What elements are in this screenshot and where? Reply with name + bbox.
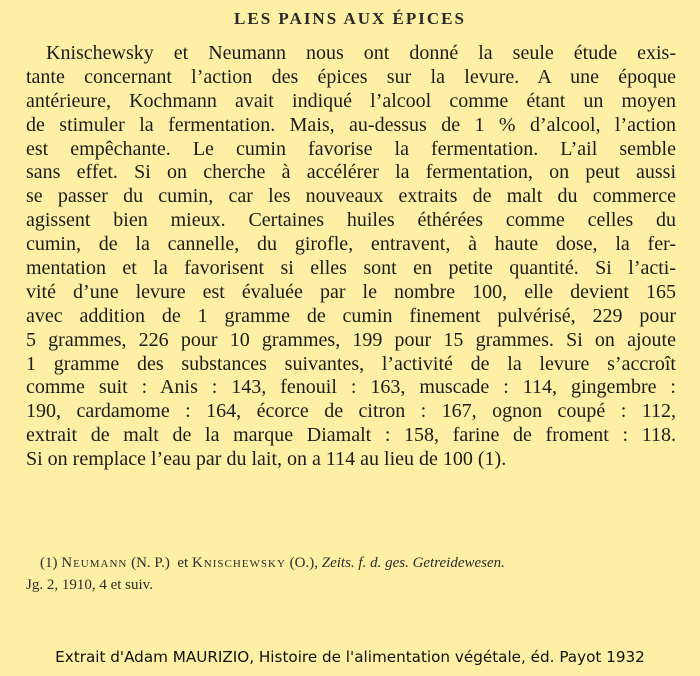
text-line: extrait de malt de la marque Diamalt : 158, farine de froment : 118.	[26, 424, 676, 447]
footnote-author: Knischewsky	[191, 555, 286, 571]
footnote-author: Neumann	[61, 555, 128, 571]
text-line: mentation et la favorisent si elles sont en petite quantité. Si l’acti-	[26, 257, 676, 280]
footnote-journal: Zeits. f. d. ges. Getreidewesen.	[321, 555, 505, 571]
source-caption: Extrait d'Adam MAURIZIO, Histoire de l'alimentation végétale, éd. Payot 1932	[55, 648, 645, 666]
text-line: agissent bien mieux. Certaines huiles éthérées comme celles du	[26, 209, 676, 232]
text-line: cumin, de la cannelle, du girofle, entravent, à haute dose, la fer-	[26, 233, 676, 256]
body-paragraph	[26, 42, 676, 472]
footnote	[26, 552, 676, 596]
text-line: de stimuler la fermentation. Mais, au-dessus de 1 % d’alcool, l’action	[26, 113, 676, 136]
text-line: Knischewsky et Neumann nous ont donné la seule étude exis-	[46, 42, 676, 64]
footnote-author-initials: (O.),	[289, 555, 318, 571]
text-line: Si on remplace l’eau par du lait, on a 114 au lieu de 100 (1).	[26, 448, 507, 471]
text-line: 1 gramme des substances suivantes, l’activité de la levure s’accroît	[26, 352, 676, 375]
text-line: avec addition de 1 gramme de cumin finement pulvérisé, 229 pour	[26, 304, 676, 327]
footnote-author-initials: (N. P.)	[131, 555, 170, 571]
text-line: 190, cardamome : 164, écorce de citron : 167, ognon coupé : 112,	[26, 400, 676, 423]
text-line: est empêchante. Le cumin favorise la fermentation. L’ail semble	[26, 137, 676, 160]
footnote-conjunction: et	[177, 555, 189, 571]
text-line: comme suit : Anis : 143, fenouil : 163, muscade : 114, gingembre :	[26, 376, 676, 399]
text-line: vité d’une levure est évaluée par le nombre 100, elle devient 165	[26, 280, 676, 303]
text-line: antérieure, Kochmann avait indiqué l’alcool comme étant un moyen	[26, 89, 676, 112]
footnote-line	[26, 552, 676, 574]
text-line: tante concernant l’action des épices sur la levure. A une époque	[26, 65, 676, 88]
footnote-line: Jg. 2, 1910, 4 et suiv.	[26, 577, 153, 593]
text-line: sans effet. Si on cherche à accélérer la fermentation, on peut aussi	[26, 161, 676, 184]
text-line: se passer du cumin, car les nouveaux extraits de malt du commerce	[26, 185, 676, 208]
footnote-marker: (1)	[40, 555, 58, 571]
page-title: LES PAINS AUX ÉPICES	[234, 9, 466, 28]
text-line: 5 grammes, 226 pour 10 grammes, 199 pour 15 grammes. Si on ajoute	[26, 328, 676, 351]
